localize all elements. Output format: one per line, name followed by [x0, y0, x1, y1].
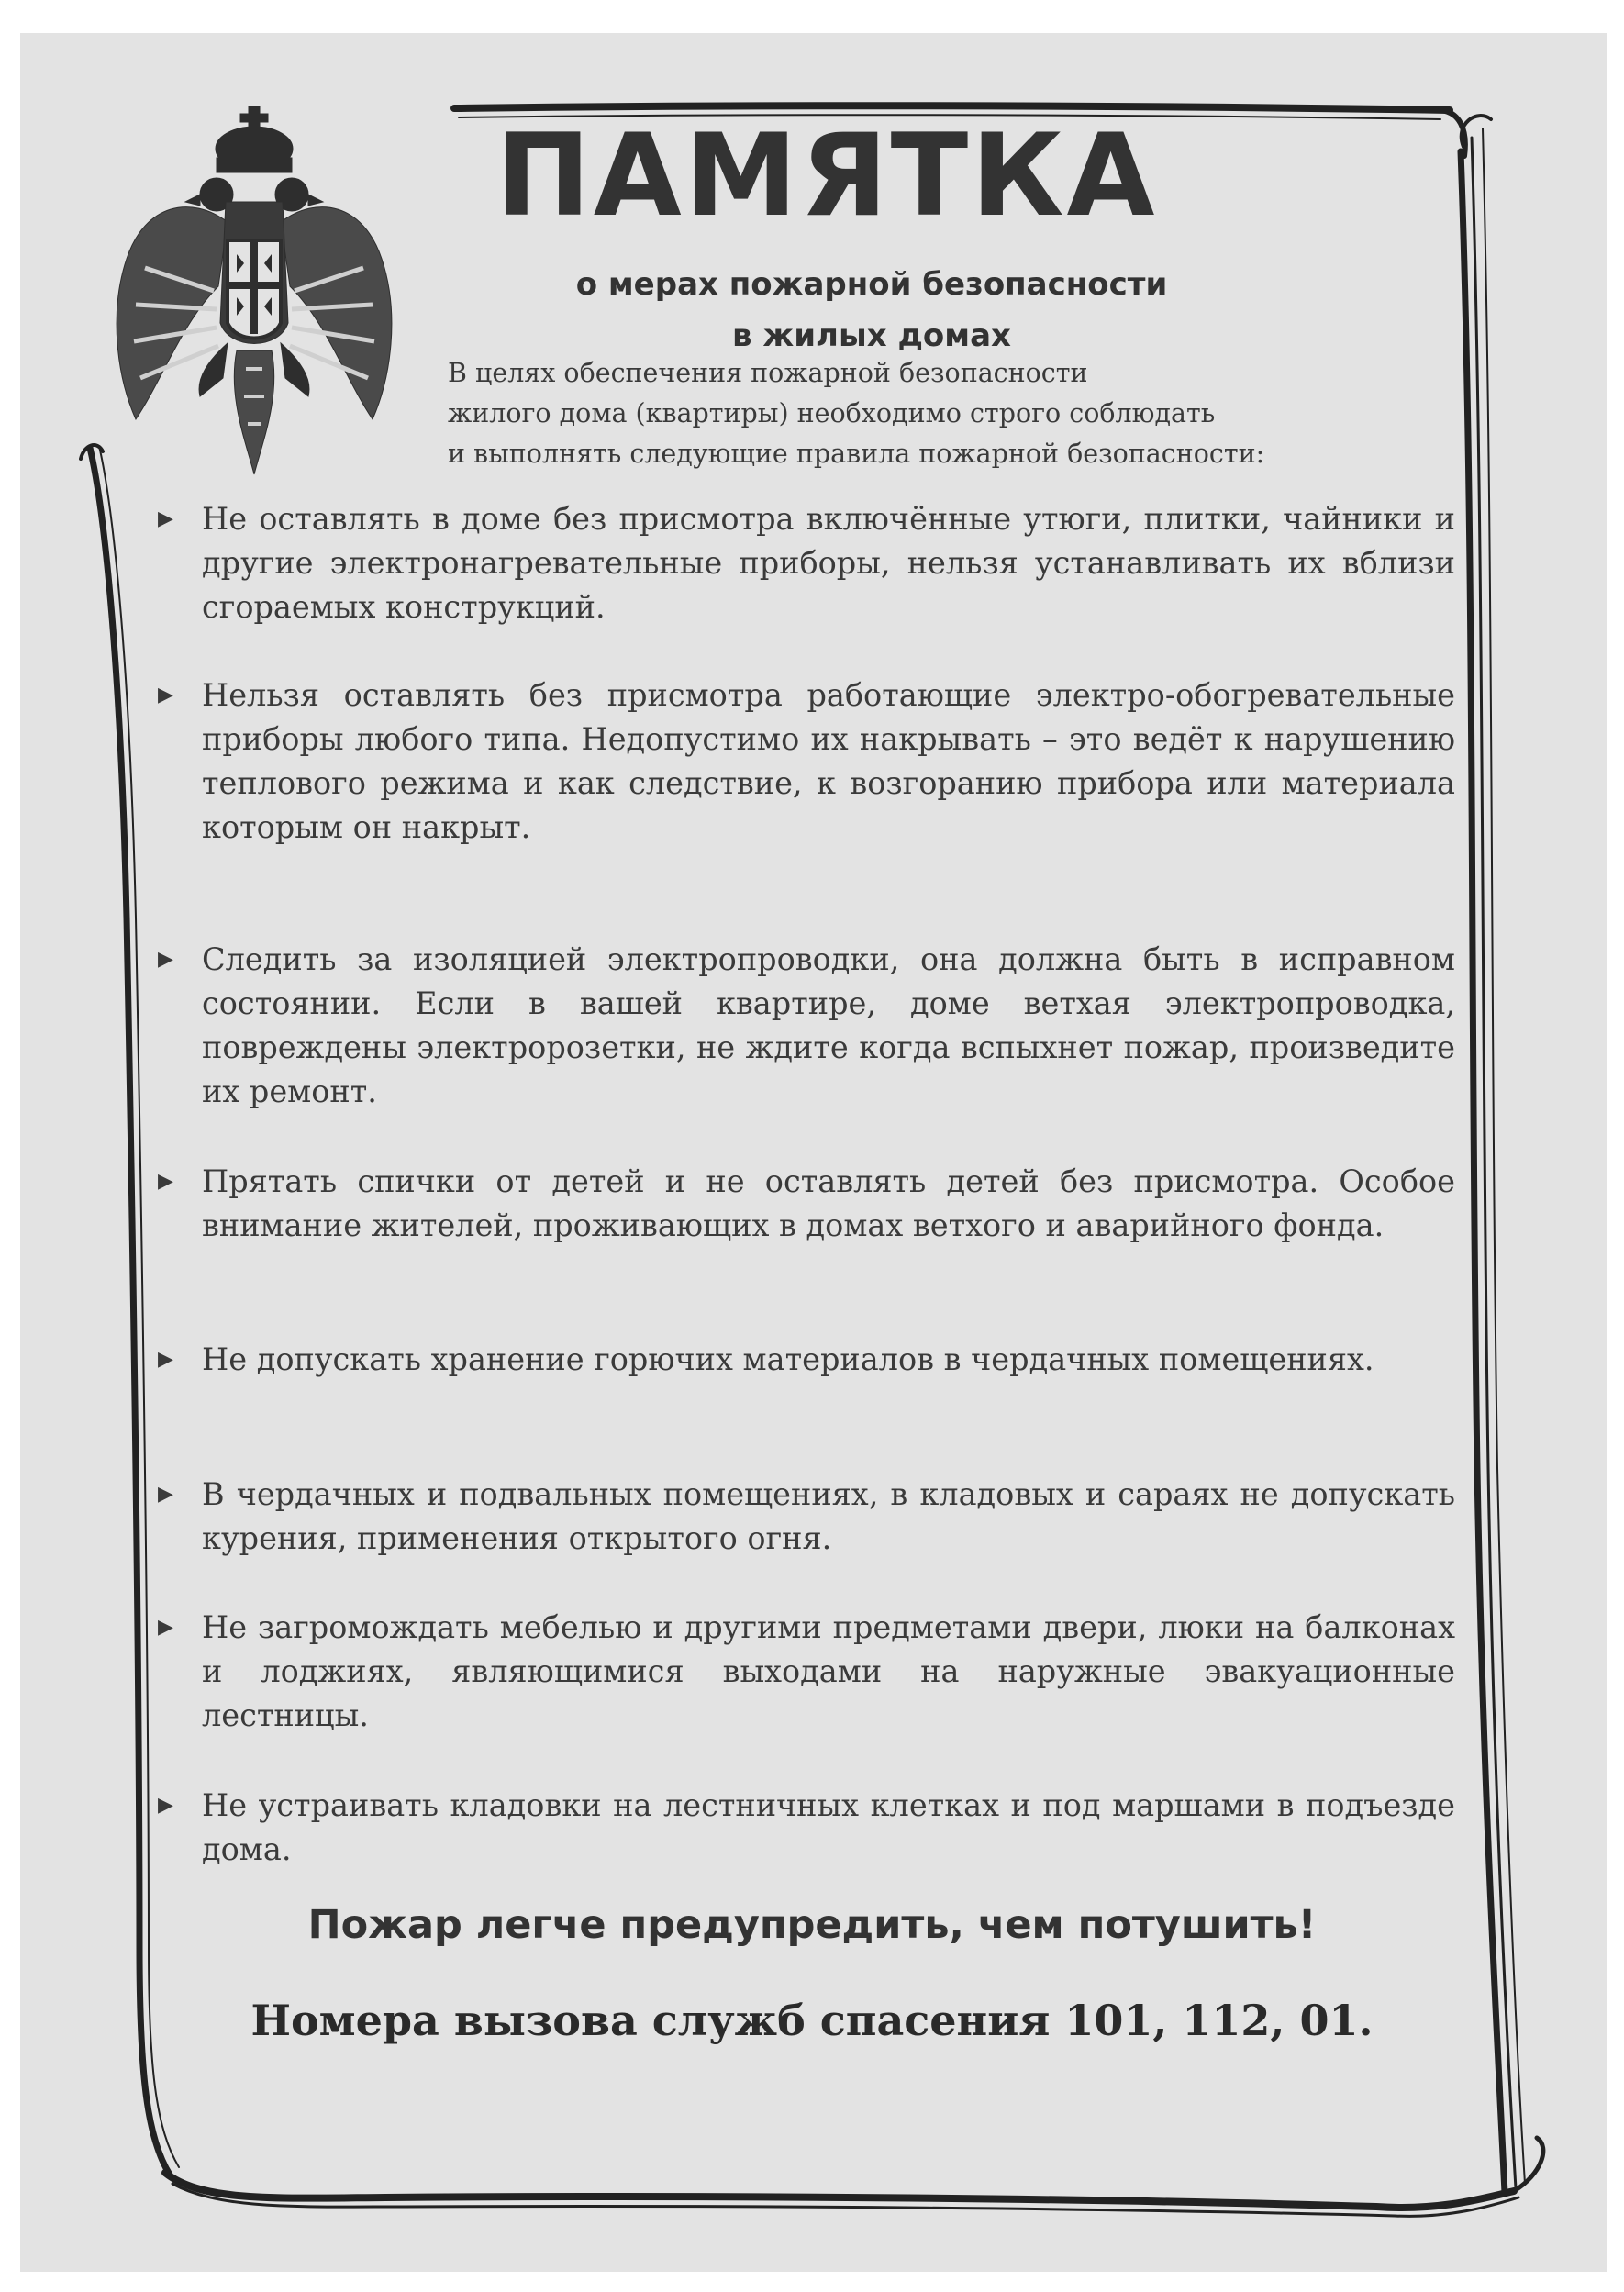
emergency-phones: Номера вызова служб спасения 101, 112, 01. — [250, 1996, 1374, 2045]
rule-item — [158, 497, 1455, 629]
intro-line: жилого дома (квартиры) необходимо строго соблюдать — [448, 398, 1216, 428]
rule-text: Прятать спички от детей и не оставлять детей без присмотра. Особое внимание жителей, проживающих в домах ветхого и аварийного фонда. — [202, 1163, 1455, 1243]
triangle-bullet-icon: ▶ — [158, 1616, 173, 1639]
rule-item — [158, 1606, 1455, 1738]
triangle-bullet-icon: ▶ — [158, 507, 173, 530]
page-title: ПАМЯТКА — [495, 110, 1158, 242]
rule-item — [158, 1338, 1455, 1382]
triangle-bullet-icon: ▶ — [158, 1794, 173, 1817]
intro-line: В целях обеспечения пожарной безопасности — [448, 358, 1088, 388]
rule-text: Следить за изоляцией электропроводки, она должна быть в исправном состоянии. Если в вашей квартире, доме ветхая электропроводка, повреждены электророзетки, не ждите когда вспыхнет пожар, произведите их ремонт. — [202, 941, 1455, 1109]
rule-text: Нельзя оставлять без присмотра работающие электро-обогревательные приборы любого типа. Недопустимо их накрывать – это ведёт к нарушению теплового режима и как следствие, к возгоранию прибора или материала которым он накрыт. — [202, 677, 1455, 845]
triangle-bullet-icon: ▶ — [158, 1170, 173, 1193]
triangle-bullet-icon: ▶ — [158, 1483, 173, 1506]
rule-text: Не устраивать кладовки на лестничных клетках и под маршами в подъезде дома. — [202, 1787, 1455, 1867]
rule-text: В чердачных и подвальных помещениях, в кладовых и сараях не допускать курения, применения открытого огня. — [202, 1476, 1455, 1556]
rule-text: Не допускать хранение горючих материалов в чердачных помещениях. — [202, 1341, 1374, 1377]
subtitle-line: о мерах пожарной безопасности — [575, 266, 1168, 303]
fire-slogan: Пожар легче предупредить, чем потушить! — [307, 1902, 1317, 1948]
rule-item — [158, 1160, 1455, 1248]
triangle-bullet-icon: ▶ — [158, 948, 173, 971]
rule-text: Не загромождать мебелью и другими предметами двери, люки на балконах и лоджиях, являющимися выходами на наружные эвакуационные лестницы. — [202, 1609, 1455, 1733]
rule-item — [158, 1473, 1455, 1561]
rule-item — [158, 673, 1455, 850]
triangle-bullet-icon: ▶ — [158, 684, 173, 707]
subtitle-line: в жилых домах — [732, 317, 1011, 354]
rule-text: Не оставлять в доме без присмотра включённые утюги, плитки, чайники и другие электронагревательные приборы, нельзя устанавливать их вблизи сгораемых конструкций. — [202, 501, 1455, 625]
rule-item — [158, 1784, 1455, 1872]
intro-line: и выполнять следующие правила пожарной безопасности: — [448, 439, 1265, 469]
triangle-bullet-icon: ▶ — [158, 1348, 173, 1371]
rule-item — [158, 938, 1455, 1114]
